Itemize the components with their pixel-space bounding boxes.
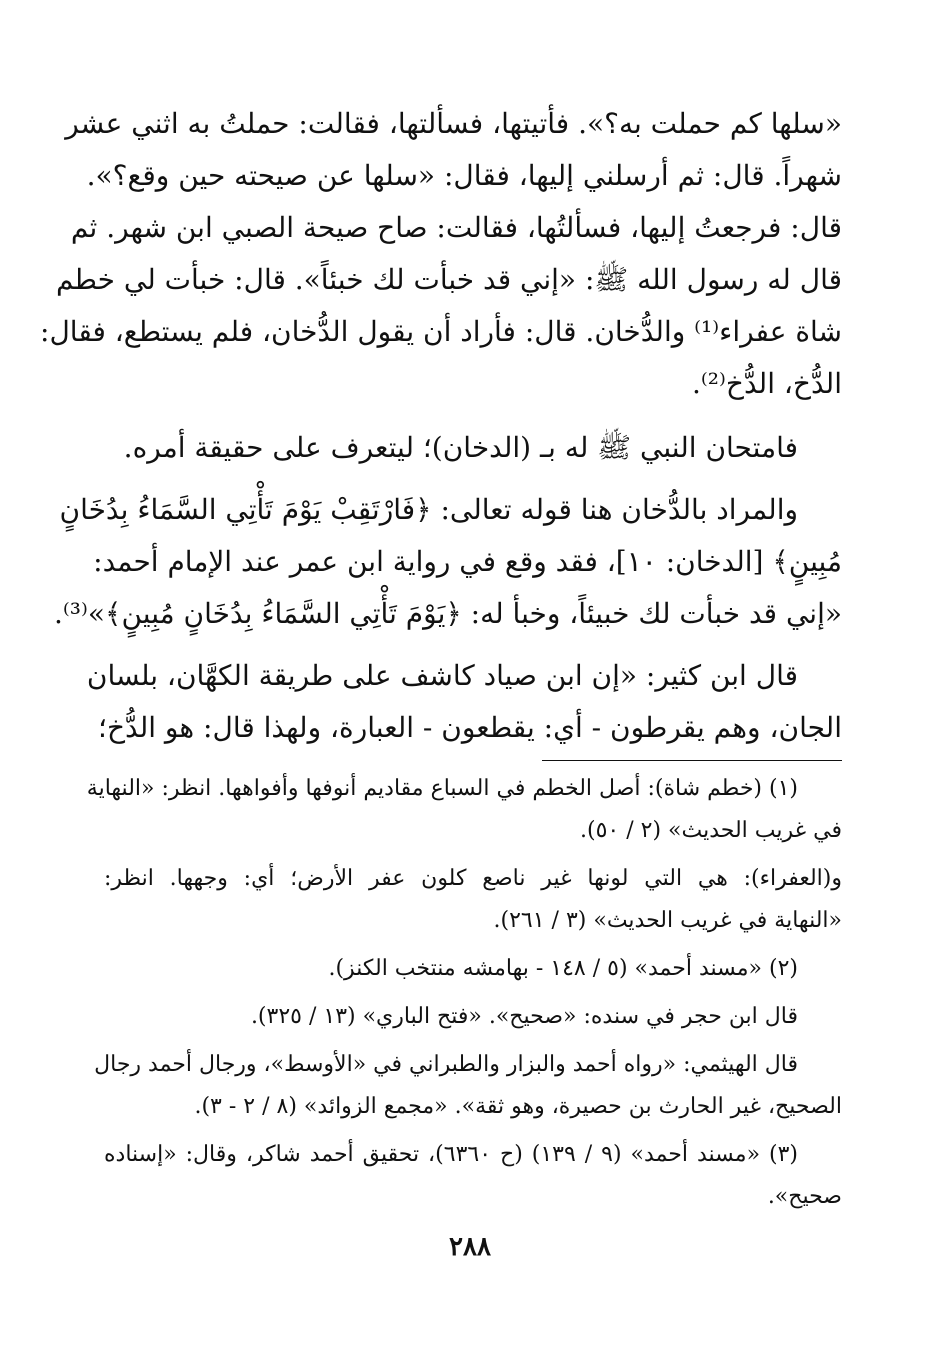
footnote-line: قال ابن حجر في سنده: «صحيح». «فتح الباري» (١٣ / ٣٢٥). bbox=[250, 1004, 798, 1029]
footnote-line: (٢) «مسند أحمد» (٥ / ١٤٨ - بهامشه منتخب الكنز). bbox=[328, 956, 798, 981]
text-line: قال ابن كثير: «إن ابن صياد كاشف على طريقة الكهَّان، بلسان bbox=[86, 659, 798, 692]
text-line: قال: فرجعتُ إليها، فسألتُها، فقالت: صاح صيحة الصبي ابن شهر. ثم bbox=[70, 211, 842, 244]
footnote-line: و(العفراء): هي التي لونها غير ناصع كلون عفر الأرض؛ أي: وجهها. انظر: bbox=[104, 866, 842, 891]
footnote-line: الصحيح، غير الحارث بن حصيرة، وهو ثقة». «مجمع الزوائد» (٨ / ٢ - ٣). bbox=[194, 1094, 842, 1119]
footnote-line: في غريب الحديث» (٢ / ٥٠). bbox=[580, 818, 842, 843]
footnote-line: «النهاية في غريب الحديث» (٣ / ٢٦١). bbox=[493, 908, 842, 933]
main-text bbox=[40, 98, 842, 754]
footnote-line: صحيح». bbox=[767, 1184, 842, 1209]
footnote-line: قال الهيثمي: «رواه أحمد والبزار والطبراني في «الأوسط»، ورجال أحمد رجال bbox=[94, 1052, 798, 1077]
text-line: الجان، وهم يقرطون - أي: يقطعون - العبارة، ولهذا قال: هو الدُّخ؛ bbox=[98, 711, 842, 744]
text-line: قال له رسول الله ﷺ: «إني قد خبأت لك خبئاً». قال: خبأت لي خطم bbox=[56, 263, 842, 296]
page-number: ٢٨٨ bbox=[449, 1232, 491, 1262]
text-line: مُبِينٍ﴾ [الدخان: ١٠]، فقد وقع في رواية ابن عمر عند الإمام أحمد: bbox=[93, 545, 842, 578]
footnote-line: (٣) «مسند أحمد» (٩ / ١٣٩) (ح ٦٣٦٠)، تحقيق أحمد شاكر، وقال: «إسناده bbox=[104, 1142, 799, 1167]
text-line: الدُّخ، الدُّخ⁽²⁾. bbox=[692, 367, 842, 400]
footnotes bbox=[86, 768, 842, 1218]
text-line: شهراً. قال: ثم أرسلني إليها، فقال: «سلها عن صيحته حين وقع؟». bbox=[86, 159, 842, 192]
text-line: شاة عفراء⁽¹⁾ والدُّخان. قال: فأراد أن يقول الدُّخان، فلم يستطع، فقال: bbox=[40, 315, 842, 348]
footnote-line: (١) (خطم شاة): أصل الخطم في السباع مقاديم أنوفها وأفواهها. انظر: «النهاية bbox=[86, 776, 798, 801]
text-line: «إني قد خبأت لك خبيئاً، وخبأ له: ﴿يَوْمَ تَأْتِي السَّمَاءُ بِدُخَانٍ مُبِينٍ﴾»⁽³⁾. bbox=[54, 597, 842, 630]
text-line: «سلها كم حملت به؟». فأتيتها، فسألتها، فقالت: حملتُ به اثني عشر bbox=[65, 107, 842, 140]
text-line: فامتحان النبي ﷺ له بـ (الدخان)؛ ليتعرف على حقيقة أمره. bbox=[123, 431, 798, 464]
footnote-divider bbox=[542, 760, 842, 761]
text-line: والمراد بالدُّخان هنا قوله تعالى: ﴿فَارْتَقِبْ يَوْمَ تَأْتِي السَّمَاءُ بِدُخَانٍ bbox=[59, 493, 798, 526]
